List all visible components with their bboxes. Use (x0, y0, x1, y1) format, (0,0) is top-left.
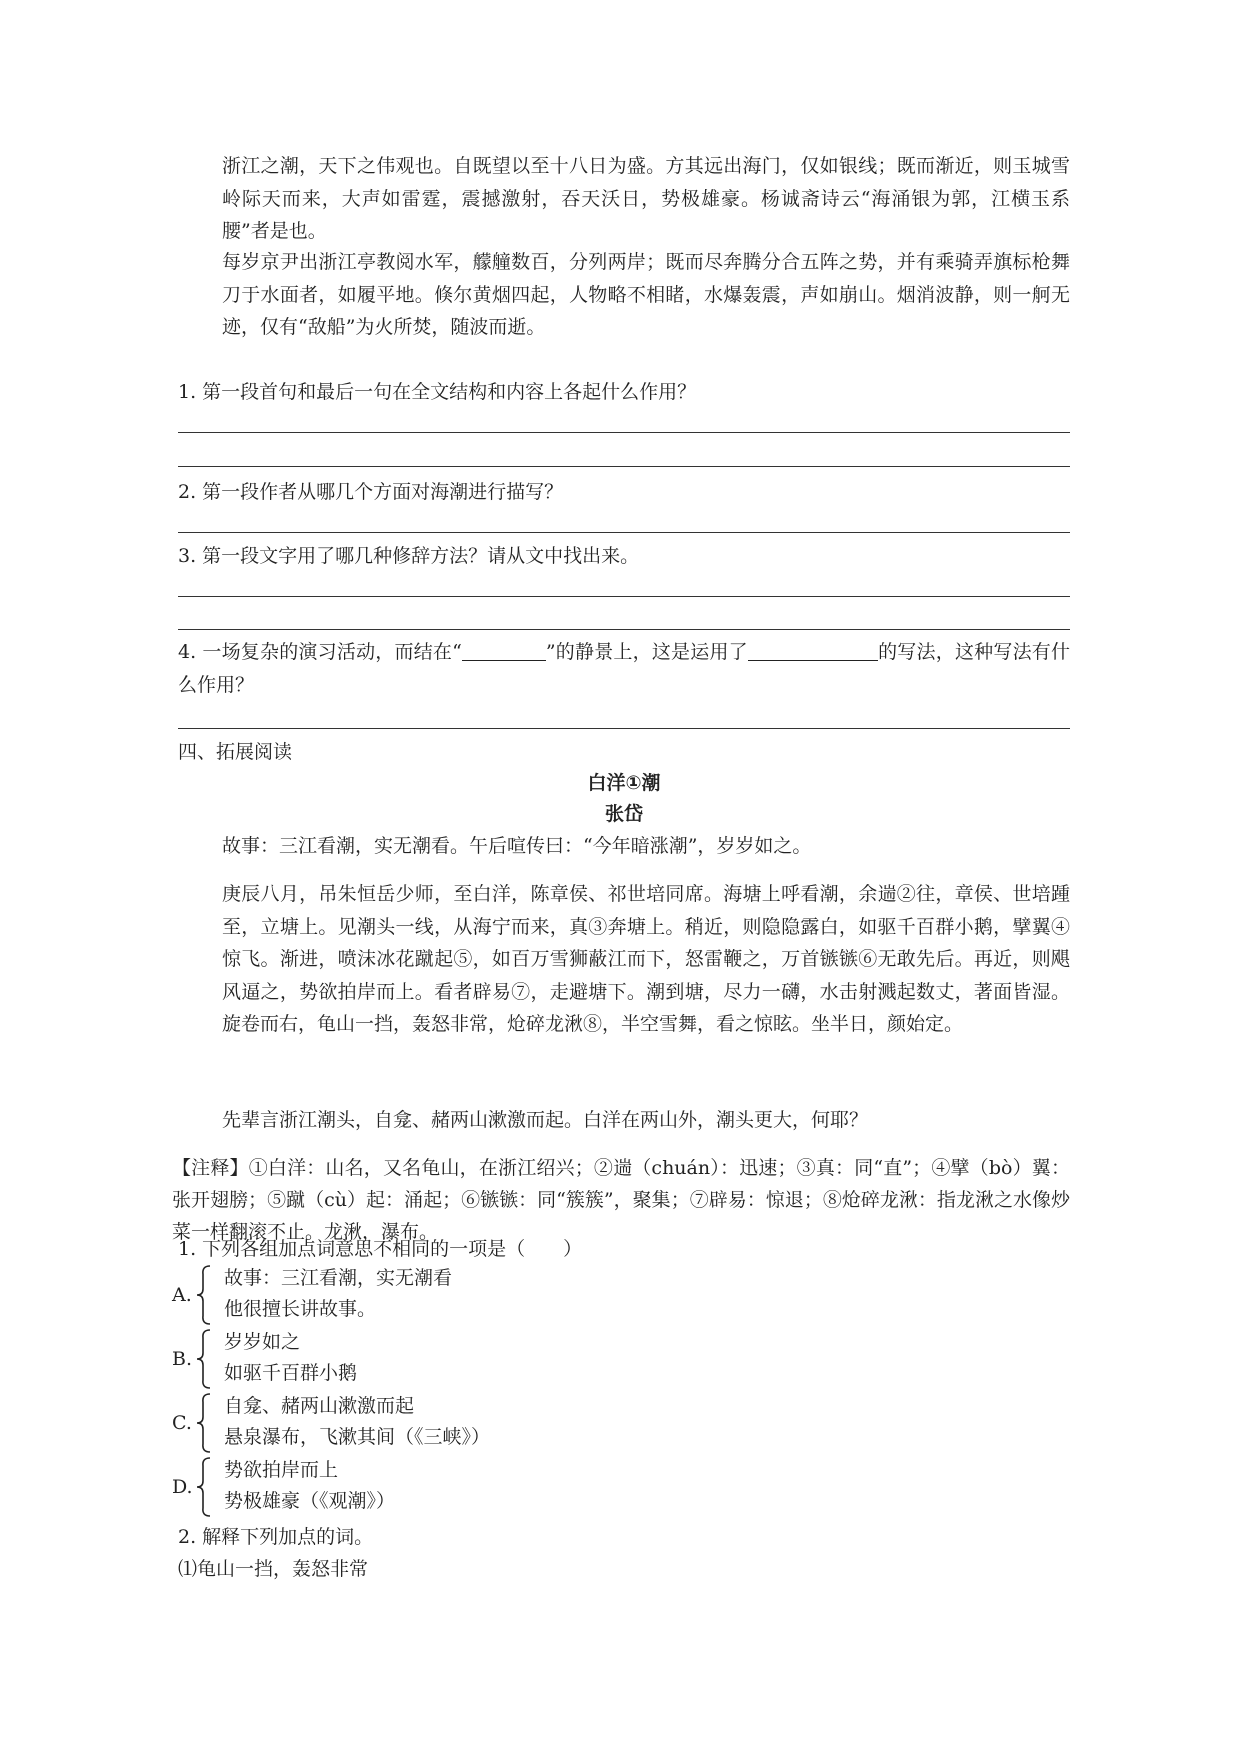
article-title: 白洋①潮 (587, 772, 661, 794)
option-letter: C. (172, 1412, 192, 1434)
option-line-2: 他很擅长讲故事。 (224, 1298, 377, 1320)
annotations-text: ①白洋：山名，又名龟山，在浙江绍兴；②遄（chuán）：迅速；③真：同“直”；④擘（bò）翼：张开翅膀；⑤蹴（cù）起：涌起；⑥镞镞：同“簇簇”，聚集；⑦辟易：惊退；⑧炝碎龙湫：指龙湫之水像炒菜一样翻滚不止。龙湫，瀑布。 (172, 1157, 1070, 1243)
answer-line[interactable] (178, 596, 1070, 597)
question-1-1: 1. 第一段首句和最后一句在全文结构和内容上各起什么作用？ (178, 381, 697, 403)
option-line-2: 如驱千百群小鹅 (224, 1362, 358, 1384)
question-1-4-text-c: 的写法，这种写法有什么作用？ (178, 641, 1070, 696)
option-b[interactable] (172, 1328, 692, 1390)
option-c[interactable] (172, 1392, 692, 1454)
passage2-paragraph-2: 庚辰八月，吊朱恒岳少师，至白洋，陈章侯、祁世培同席。海塘上呼看潮，余遄②往，章侯、世培踵至，立塘上。见潮头一线，从海宁而来，真③奔塘上。稍近，则隐隐露白，如驱千百群小鹅，擘翼④惊飞。渐进，喷沫冰花蹴起⑤，如百万雪狮蔽江而下，怒雷鞭之，万首镞镞⑥无敢先后。再近，则飓风逼之，势欲拍岸而上。看者辟易⑦，走避塘下。潮到塘，尽力一礴，水击射溅起数丈，著面皆湿。旋卷而右，龟山一挡，轰怒非常，炝碎龙湫⑧，半空雪舞，看之惊眩。坐半日，颜始定。 (222, 883, 1070, 1035)
option-line-2: 悬泉瀑布，飞漱其间（《三峡》） (224, 1426, 491, 1448)
section-heading: 四、拓展阅读 (178, 741, 293, 763)
option-line-1: 岁岁如之 (224, 1331, 301, 1353)
passage1-paragraph-1: 浙江之潮，天下之伟观也。自既望以至十八日为盛。方其远出海门，仅如银线；既而渐近，则玉城雪岭际天而来，大声如雷霆，震撼激射，吞天沃日，势极雄豪。杨诚斋诗云“海涌银为郭，江横玉系腰”者是也。 (222, 155, 1070, 242)
brace-icon (196, 1393, 212, 1453)
brace-icon (196, 1265, 212, 1325)
brace-icon (196, 1457, 212, 1517)
fill-blank-2[interactable] (748, 640, 878, 661)
option-line-1: 势欲拍岸而上 (224, 1459, 339, 1481)
question-2-2: 2. 解释下列加点的词。 (178, 1526, 374, 1548)
option-line-2: 势极雄豪（《观潮》） (224, 1490, 396, 1512)
answer-line[interactable] (178, 728, 1070, 729)
answer-line[interactable] (178, 432, 1070, 433)
option-line-1: 自龛、赭两山漱激而起 (224, 1395, 415, 1417)
answer-line[interactable] (178, 466, 1070, 467)
question-1-2: 2. 第一段作者从哪几个方面对海潮进行描写？ (178, 481, 564, 503)
answer-line[interactable] (178, 629, 1070, 630)
fill-blank-1[interactable] (462, 640, 546, 661)
option-letter: A. (172, 1284, 192, 1306)
article-author: 张岱 (604, 803, 643, 825)
question-2-1: 1. 下列各组加点词意思不相同的一项是（ ） (178, 1238, 583, 1260)
answer-line[interactable] (178, 532, 1070, 533)
option-letter: D. (172, 1476, 193, 1498)
option-line-1: 故事：三江看潮，实无潮看 (224, 1267, 453, 1289)
option-a[interactable] (172, 1264, 692, 1326)
question-1-3: 3. 第一段文字用了哪几种修辞方法？请从文中找出来。 (178, 545, 640, 567)
option-d[interactable] (172, 1456, 692, 1518)
passage1-paragraph-2: 每岁京尹出浙江亭教阅水军，艨艟数百，分列两岸；既而尽奔腾分合五阵之势，并有乘骑弄旗标枪舞刀于水面者，如履平地。倏尔黄烟四起，人物略不相睹，水爆轰震，声如崩山。烟消波静，则一舸无迹，仅有“敌船”为火所焚，随波而逝。 (222, 251, 1070, 338)
question-1-4-text-b: ”的静景上，这是运用了 (545, 641, 748, 663)
option-letter: B. (172, 1348, 193, 1370)
annotations-label: 【注释】 (172, 1157, 249, 1179)
brace-icon (196, 1329, 212, 1389)
passage2-paragraph-3: 先辈言浙江潮头，自龛、赭两山漱激而起。白洋在两山外，潮头更大，何耶？ (222, 1109, 869, 1131)
question-1-4 (178, 636, 1070, 702)
question-1-4-text-a: 4. 一场复杂的演习活动，而结在“ (178, 641, 462, 663)
passage2-paragraph-1: 故事：三江看潮，实无潮看。午后喧传曰：“今年暗涨潮”，岁岁如之。 (222, 835, 812, 857)
question-2-2-item-1: ⑴龟山一挡，轰怒非常 (178, 1558, 369, 1580)
